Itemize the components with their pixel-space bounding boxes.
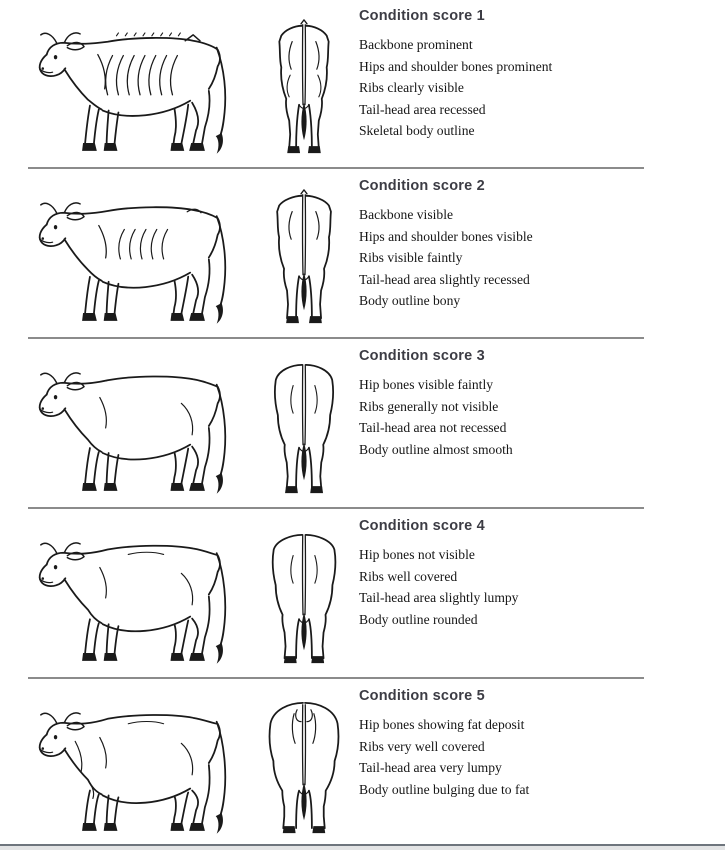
score-text-block (359, 518, 715, 630)
criterion: Tail-head area very lumpy (359, 760, 502, 776)
criterion: Tail-head area recessed (359, 101, 486, 117)
row-divider (28, 337, 644, 339)
condition-score-heading: Condition score 1 (359, 8, 485, 24)
cow-side-view-drawing (30, 10, 256, 158)
row-divider (28, 677, 644, 679)
score-text-block (359, 348, 715, 460)
cow-side-view-drawing (30, 350, 256, 498)
row-divider (28, 507, 644, 509)
cow-rear-view-drawing (261, 522, 347, 670)
criterion: Hip bones showing fat deposit (359, 717, 525, 732)
condition-criteria-list (359, 34, 715, 142)
condition-criteria-list (359, 714, 715, 800)
cow-rear-view-drawing (261, 692, 347, 840)
cow-rear-view-drawing (261, 12, 347, 160)
condition-score-row (0, 510, 725, 680)
criterion: Body outline almost smooth (359, 441, 513, 457)
condition-score-heading: Condition score 5 (359, 688, 485, 704)
score-text-block (359, 178, 715, 312)
criterion: Ribs clearly visible (359, 80, 464, 96)
criterion: Skeletal body outline (359, 123, 475, 139)
criterion: Tail-head area slightly lumpy (359, 590, 519, 606)
condition-score-row (0, 170, 725, 340)
criterion: Ribs well covered (359, 568, 458, 584)
criterion: Hip bones not visible (359, 547, 475, 562)
page-edge-strip (0, 846, 725, 850)
criterion: Body outline bulging due to fat (359, 781, 530, 797)
criterion: Tail-head area not recessed (359, 420, 507, 436)
criterion: Hips and shoulder bones prominent (359, 58, 553, 74)
cow-rear-view-drawing (261, 182, 347, 330)
condition-score-heading: Condition score 4 (359, 518, 485, 534)
criterion: Hips and shoulder bones visible (359, 228, 533, 244)
cow-rear-view-drawing (261, 352, 347, 500)
condition-score-row (0, 0, 725, 170)
criterion: Tail-head area slightly recessed (359, 271, 530, 287)
criterion: Ribs visible faintly (359, 250, 463, 266)
cow-side-view-drawing (30, 180, 256, 328)
condition-criteria-list (359, 544, 715, 630)
row-divider (28, 167, 644, 169)
condition-score-heading: Condition score 2 (359, 178, 485, 194)
cow-side-view-drawing (30, 690, 256, 838)
criterion: Body outline bony (359, 293, 461, 309)
criterion: Backbone visible (359, 207, 454, 222)
criterion: Hip bones visible faintly (359, 377, 494, 392)
condition-score-row (0, 680, 725, 850)
criterion: Backbone prominent (359, 37, 473, 52)
score-text-block (359, 688, 715, 800)
criterion: Ribs very well covered (359, 738, 485, 754)
cow-side-view-drawing (30, 520, 256, 668)
criterion: Body outline rounded (359, 611, 478, 627)
condition-criteria-list (359, 374, 715, 460)
condition-criteria-list (359, 204, 715, 312)
condition-score-heading: Condition score 3 (359, 348, 485, 364)
criterion: Ribs generally not visible (359, 398, 499, 414)
condition-score-row (0, 340, 725, 510)
score-text-block (359, 8, 715, 142)
